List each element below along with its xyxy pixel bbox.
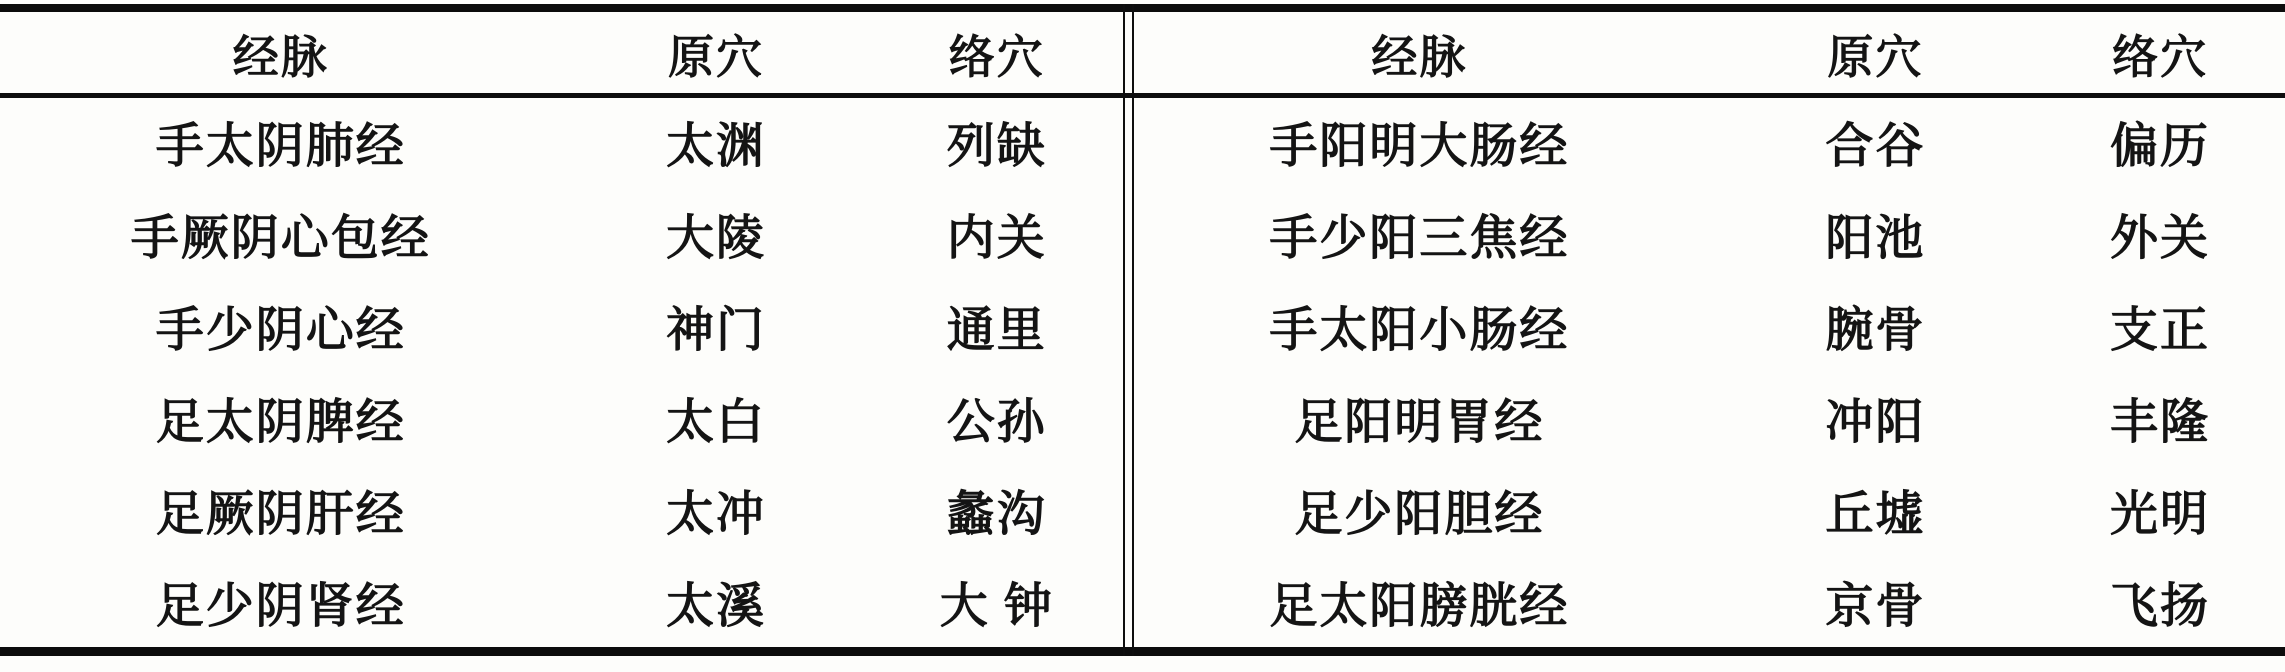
luo-point-cell: 通里 [946,303,1047,357]
luo-point-cell: 内关 [946,211,1047,265]
meridian-cell: 手少阴心经 [155,303,406,357]
header-separator-rule [0,93,2285,98]
luo-point-cell: 大 钟 [939,579,1054,633]
meridian-cell: 手太阴肺经 [155,119,406,173]
yuan-point-cell: 阳池 [1825,211,1926,265]
luo-point-cell: 列缺 [946,119,1047,173]
meridian-cell: 手太阳小肠经 [1269,303,1570,357]
luo-point-cell: 支正 [2110,303,2211,357]
meridian-cell: 手阳明大肠经 [1269,119,1570,173]
yuan-point-cell: 京骨 [1825,579,1926,633]
meridian-cell: 手厥阴心包经 [130,211,431,265]
column-header-meridian: 经脉 [1371,31,1468,83]
meridian-cell: 足太阴脾经 [155,395,406,449]
meridian-cell: 足阳明胃经 [1294,395,1545,449]
yuan-point-cell: 太白 [665,395,766,449]
luo-point-cell: 光明 [2110,487,2211,541]
yuan-point-cell: 太冲 [665,487,766,541]
luo-point-cell: 丰隆 [2110,395,2211,449]
yuan-point-cell: 太渊 [665,119,766,173]
luo-point-cell: 外关 [2110,211,2211,265]
luo-point-cell: 蠡沟 [946,487,1047,541]
column-header-meridian: 经脉 [232,31,329,83]
meridian-cell: 足少阴肾经 [155,579,406,633]
yuan-point-cell: 大陵 [665,211,766,265]
luo-point-cell: 公孙 [946,395,1047,449]
column-header-yuan-point: 原穴 [1827,31,1924,83]
meridian-cell: 足厥阴肝经 [155,487,406,541]
meridian-points-table [0,4,2285,656]
meridian-cell: 足少阳胆经 [1294,487,1545,541]
yuan-point-cell: 神门 [665,303,766,357]
table-right-half [1123,12,2285,647]
yuan-point-cell: 太溪 [665,579,766,633]
meridian-cell: 足太阳膀胱经 [1269,579,1570,633]
column-header-luo-point: 络穴 [2112,31,2209,83]
table-left-half [0,12,1123,647]
luo-point-cell: 偏历 [2110,119,2211,173]
column-header-yuan-point: 原穴 [667,31,764,83]
yuan-point-cell: 丘墟 [1825,487,1926,541]
yuan-point-cell: 腕骨 [1825,303,1926,357]
column-header-luo-point: 络穴 [948,31,1045,83]
luo-point-cell: 飞扬 [2110,579,2211,633]
yuan-point-cell: 冲阳 [1825,395,1926,449]
center-double-divider [1123,4,1134,656]
meridian-cell: 手少阳三焦经 [1269,211,1570,265]
yuan-point-cell: 合谷 [1825,119,1926,173]
